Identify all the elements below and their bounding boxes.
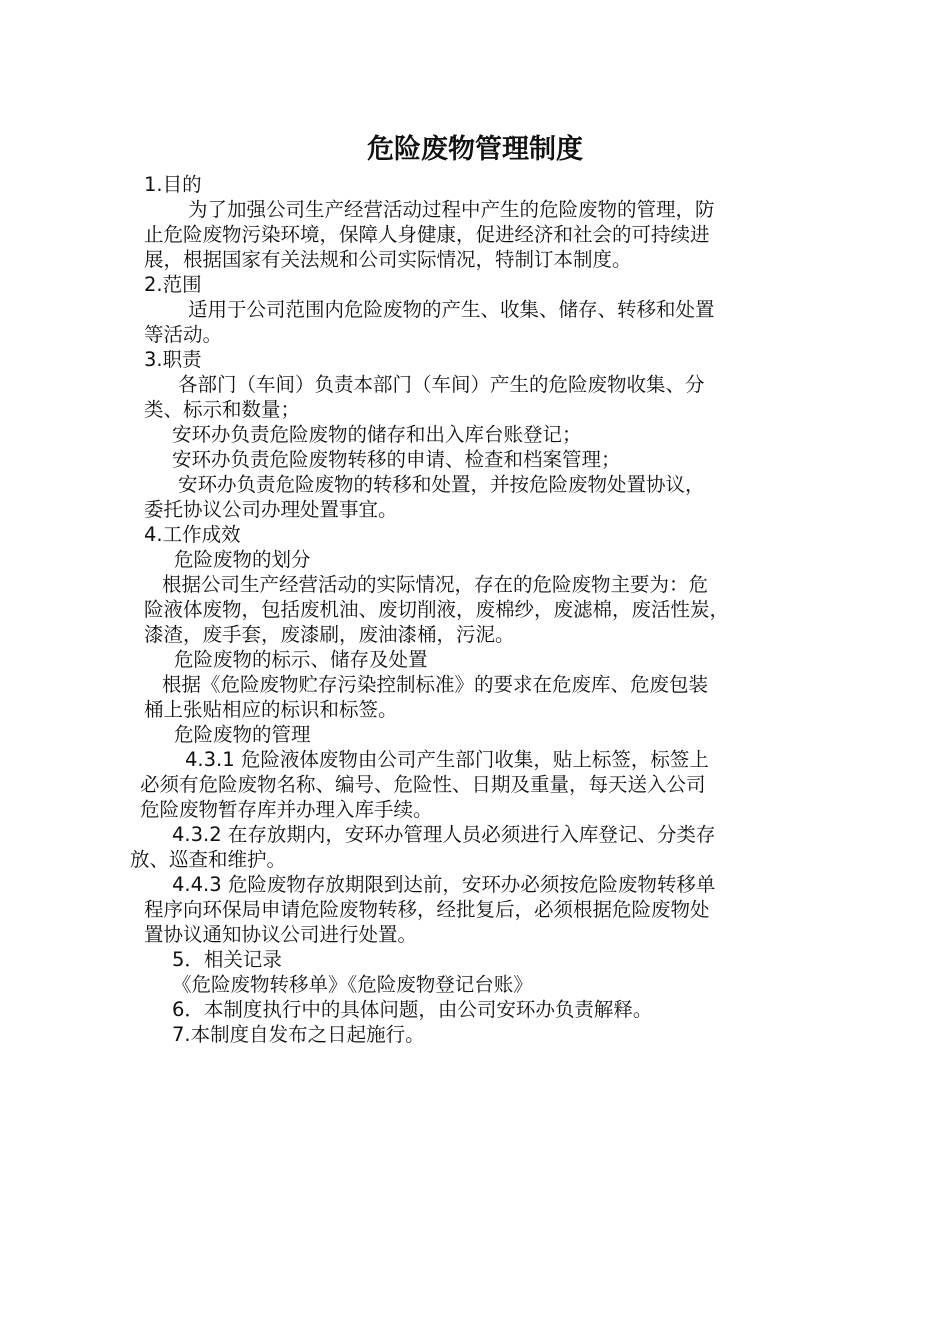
document-title: 危险废物管理制度: [367, 134, 583, 165]
paragraph-line: 止危险废物污染环境，保障人身健康，促进经济和社会的可持续进: [144, 223, 710, 246]
subsection-heading: 危险废物的标示、储存及处置: [174, 648, 428, 671]
paragraph-line: 各部门（车间）负责本部门（车间）产生的危险废物收集、分: [178, 373, 705, 396]
document-body: [130, 172, 820, 1047]
subsection-heading: 危险废物的管理: [174, 723, 311, 746]
paragraph-line: 7.本制度自发布之日起施行。: [172, 1023, 425, 1046]
paragraph-line: 等活动。: [144, 323, 223, 346]
subsection-heading: 危险废物的划分: [174, 548, 311, 571]
paragraph-line: 放、巡查和维护。: [130, 848, 287, 871]
paragraph-line: 4.3.2 在存放期内，安环办管理人员必须进行入库登记、分类存: [172, 823, 716, 846]
section-heading-scope: 2.范围: [144, 273, 202, 296]
paragraph-line: 漆渣，废手套，废漆刷，废油漆桶，污泥。: [144, 623, 515, 646]
paragraph-line: 适用于公司范围内危险废物的产生、收集、储存、转移和处置: [188, 298, 715, 321]
paragraph-line: 4.3.1 危险液体废物由公司产生部门收集，贴上标签，标签上: [185, 748, 709, 771]
paragraph-line: 类、标示和数量；: [144, 398, 301, 421]
paragraph-line: 程序向环保局申请危险废物转移，经批复后，必须根据危险废物处: [144, 898, 710, 921]
section-heading-records: 5．相关记录: [172, 948, 282, 971]
paragraph-line: 险液体废物，包括废机油、废切削液，废棉纱，废滤棉，废活性炭，: [144, 598, 730, 621]
paragraph-line: 置协议通知协议公司进行处置。: [144, 923, 418, 946]
paragraph-line: 安环办负责危险废物的转移和处置，并按危险废物处置协议，: [178, 473, 705, 496]
paragraph-line: 为了加强公司生产经营活动过程中产生的危险废物的管理，防: [188, 198, 715, 221]
section-heading-purpose: 1.目的: [144, 173, 202, 196]
section-heading-work: 4.工作成效: [144, 523, 241, 546]
paragraph-line: 桶上张贴相应的标识和标签。: [144, 698, 398, 721]
paragraph-line: 危险废物暂存库并办理入库手续。: [140, 798, 433, 821]
paragraph-line: 6．本制度执行中的具体问题，由公司安环办负责解释。: [172, 998, 653, 1021]
paragraph-line: 4.4.3 危险废物存放期限到达前，安环办必须按危险废物转移单: [172, 873, 716, 896]
paragraph-line: 展，根据国家有关法规和公司实际情况，特制订本制度。: [144, 248, 632, 271]
paragraph-line: 必须有危险废物名称、编号、危险性、日期及重量，每天送入公司: [140, 773, 706, 796]
paragraph-line: 根据《危险废物贮存污染控制标准》的要求在危废库、危废包装: [162, 673, 709, 696]
paragraph-line: 委托协议公司办理处置事宜。: [144, 498, 398, 521]
paragraph-line: 《危险废物转移单》《危险废物登记台账》: [172, 973, 533, 996]
paragraph-line: 根据公司生产经营活动的实际情况，存在的危险废物主要为：危: [162, 573, 709, 596]
paragraph-line: 安环办负责危险废物转移的申请、检查和档案管理；: [172, 448, 621, 471]
paragraph-line: 安环办负责危险废物的储存和出入库台账登记；: [172, 423, 582, 446]
section-heading-duties: 3.职责: [144, 348, 202, 371]
